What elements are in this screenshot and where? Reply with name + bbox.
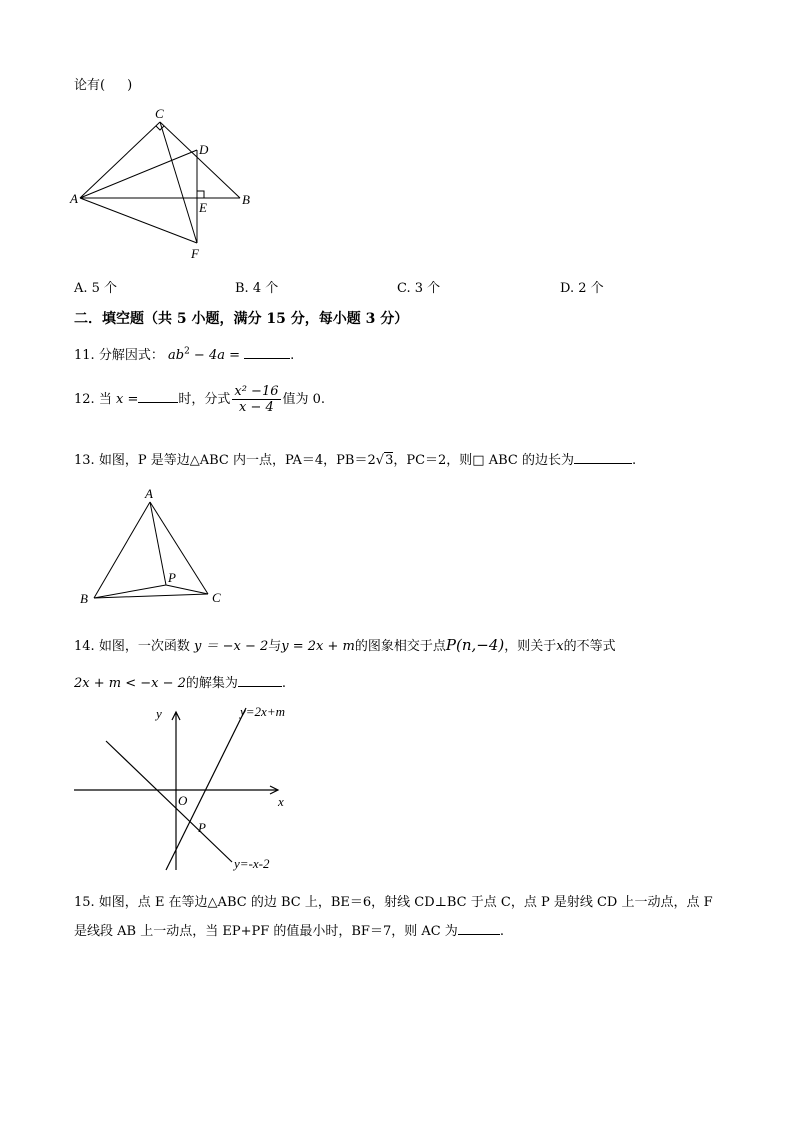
q14-answer-blank[interactable] [238,674,282,687]
q10-tail [74,74,132,93]
q14-text-f: 的解集为 [185,676,238,691]
q10-label-e: E [199,200,207,215]
q13-sqrt: √3 [375,453,394,468]
q15-text: 是线段 AB 上一动点，当 EP+PF 的值最小时，BF＝7，则 AC 为 [74,924,458,939]
q10-label-c: C [155,106,164,121]
q13-label-b: B [80,591,88,606]
q10-label-b: B [242,192,250,207]
q13-label-a: A [145,486,153,501]
q11-expr-a: ab [167,348,185,363]
q14-graph [70,698,300,878]
q14-func2: y = 2x + m [281,639,355,654]
q14-label-line2: y=-x-2 [234,856,270,871]
line-neg-x-2 [106,741,232,862]
q14-inequality: 2x + m < −x − 2 [74,676,186,691]
q12-pre: 当 [98,392,112,407]
q10-label-a: A [70,191,78,206]
q11-end: . [290,348,295,363]
q13-label-p: P [168,570,176,585]
question-15-line1: 15. 如图，点 E 在等边△ABC 的边 BC 上，BE＝6，射线 CD⊥BC 于点 C，点 P 是射线 CD 上一动点，点 F [74,895,713,910]
q14-text-a: 如图，一次函数 [98,639,190,654]
q14-label-origin: O [178,793,188,808]
q12-denominator: x − 4 [239,400,274,415]
section-2-title: 二．填空题（共 5 小题，满分 15 分，每小题 3 分） [74,311,409,327]
q14-label-p: P [198,820,206,835]
q14-point: P(n,−4) [445,636,505,654]
question-14-line2 [74,672,286,691]
question-13 [74,449,636,468]
q13-figure [72,484,242,610]
q11-answer-blank[interactable] [244,346,290,359]
q13-answer-blank[interactable] [574,451,632,464]
q11-text: 分解因式： [98,348,164,363]
q12-mid: 时，分式 [178,392,231,407]
q14-var: x [556,639,564,654]
q14-text-b: 与 [268,639,282,654]
q11-expr-rest: − 4a = [189,348,241,363]
question-14-line1 [74,635,616,654]
q13-number: 13. [74,453,95,468]
q12-number: 12. [74,392,95,407]
q12-var: x [115,392,124,407]
q10-option-c[interactable]: C. 3 个 [397,281,441,296]
q12-answer-blank[interactable] [138,390,178,403]
q11-expr-exp: 2 [184,346,190,357]
q10-label-d: D [199,142,209,157]
question-12 [74,384,325,415]
q10-option-d[interactable]: D. 2 个 [560,281,604,296]
q10-label-f: F [191,246,199,261]
q14-label-x: x [278,794,284,809]
q10-paren-close: ) [127,78,133,93]
q14-number: 14. [74,639,95,654]
q13-text2: ，PC＝2，则□ ABC 的边长为 [393,453,574,468]
q12-numerator: x² −16 [234,384,279,399]
q14-label-y: y [156,706,162,721]
q14-func1: y ＝ −x − 2 [193,639,269,654]
q14-text-c: 的图象相交于点 [354,639,446,654]
line-2x-m [166,708,246,870]
q13-text1: 如图，P 是等边△ABC 内一点，PA＝4，PB＝2 [98,453,376,468]
q10-tail-text: 论有( [74,78,106,93]
q13-end: . [632,453,637,468]
q10-option-a[interactable]: A. 5 个 [74,281,118,296]
q10-figure [60,100,280,270]
q15-end: . [499,924,504,939]
question-15-line2 [74,920,504,939]
q13-label-c: C [212,590,221,605]
q12-post: 值为 0. [282,392,326,407]
q14-end: . [281,676,287,691]
q10-option-b[interactable]: B. 4 个 [235,281,279,296]
q14-text-e: 的不等式 [563,639,616,654]
q15-answer-blank[interactable] [458,922,500,935]
q13-root: 3 [385,453,394,468]
q14-text-d: ，则关于 [504,639,557,654]
question-11 [74,344,294,363]
q12-fraction [232,384,280,415]
q12-eq: = [123,392,139,407]
q11-number: 11. [74,348,95,363]
q14-label-line1: y=2x+m [240,704,285,719]
